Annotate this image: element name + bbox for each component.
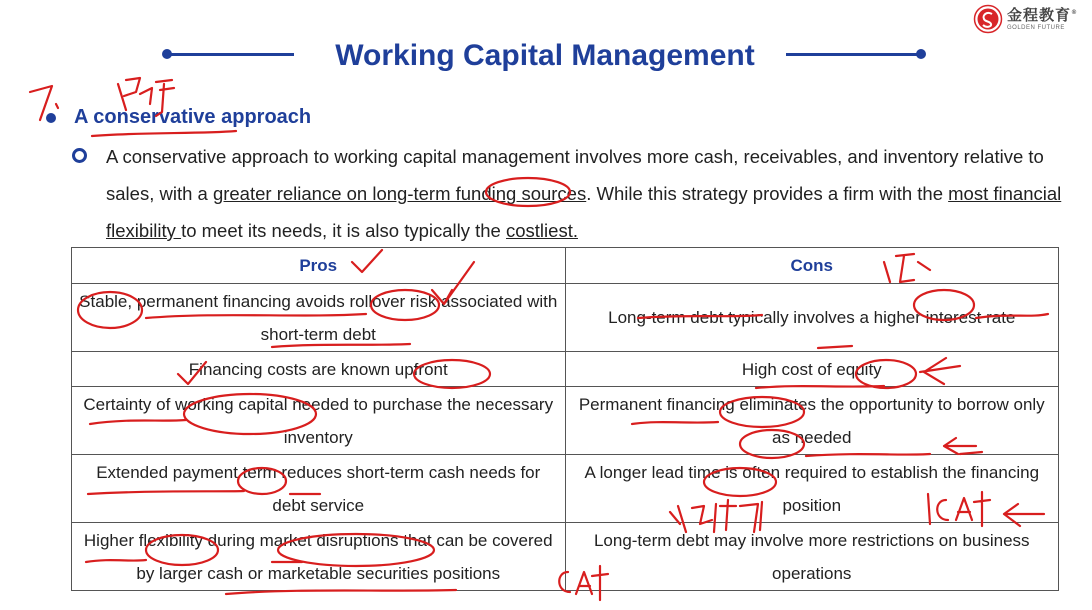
- title-bar: [160, 38, 930, 74]
- pros-cell: Financing costs are known upfront: [72, 352, 566, 387]
- cons-cell: High cost of equity: [565, 352, 1059, 387]
- paragraph-text: . While this strategy provides a firm with the: [586, 183, 949, 204]
- bullet-circle-icon: [72, 148, 87, 163]
- pros-cell: Certainty of working capital needed to purchase the necessary inventory: [72, 387, 566, 455]
- header-pros: Pros: [72, 248, 566, 284]
- paragraph-text: to meet its needs, it is also typically the: [181, 220, 506, 241]
- table-header-row: [72, 248, 1059, 284]
- bullet-heading-text: A conservative approach: [74, 106, 312, 128]
- title-dot-right: [916, 49, 926, 59]
- paragraph-text: A conservative approach to working capital management involves more cash, receivables, and inventory relative to sales, with a: [106, 146, 1044, 204]
- golden-future-seal-icon: [973, 4, 1003, 34]
- title-rule-right: [786, 53, 920, 56]
- cons-cell: Long-term debt typically involves a higher interest rate: [565, 284, 1059, 352]
- logo: [973, 4, 1078, 34]
- bullet-dot-icon: [46, 113, 56, 123]
- cons-cell: Long-term debt may involve more restrictions on business operations: [565, 523, 1059, 591]
- annotation-underline-heading: [92, 131, 236, 136]
- table-row: [72, 352, 1059, 387]
- pros-cell: Higher flexibility during market disruptions that can be covered by larger cash or marketable securities positions: [72, 523, 566, 591]
- logo-name-en: GOLDEN FUTURE: [1006, 24, 1065, 31]
- cons-cell: A longer lead time is often required to establish the financing position: [565, 455, 1059, 523]
- pros-cell: Extended payment term reduces short-term cash needs for debt service: [72, 455, 566, 523]
- pros-cell: Stable, permanent financing avoids rollover risk associated with short-term debt: [72, 284, 566, 352]
- paragraph-underlined-long-term: greater reliance on long-term funding sources: [212, 183, 587, 204]
- paragraph-underlined-costliest: costliest.: [506, 220, 578, 241]
- table-row: [72, 455, 1059, 523]
- bullet-paragraph: [106, 138, 1066, 249]
- logo-name-cn: 金程教育®: [1006, 5, 1078, 24]
- pros-cons-table: [71, 247, 1059, 591]
- header-cons: Cons: [565, 248, 1059, 284]
- table-row: [72, 387, 1059, 455]
- table-row: [72, 284, 1059, 352]
- page-title: Working Capital Management: [335, 39, 755, 72]
- cons-cell: Permanent financing eliminates the opportunity to borrow only as needed: [565, 387, 1059, 455]
- table-row: [72, 523, 1059, 591]
- paragraph-underlined-flexibility: most financial flexibility: [106, 183, 1062, 241]
- bullet-heading: [46, 106, 311, 129]
